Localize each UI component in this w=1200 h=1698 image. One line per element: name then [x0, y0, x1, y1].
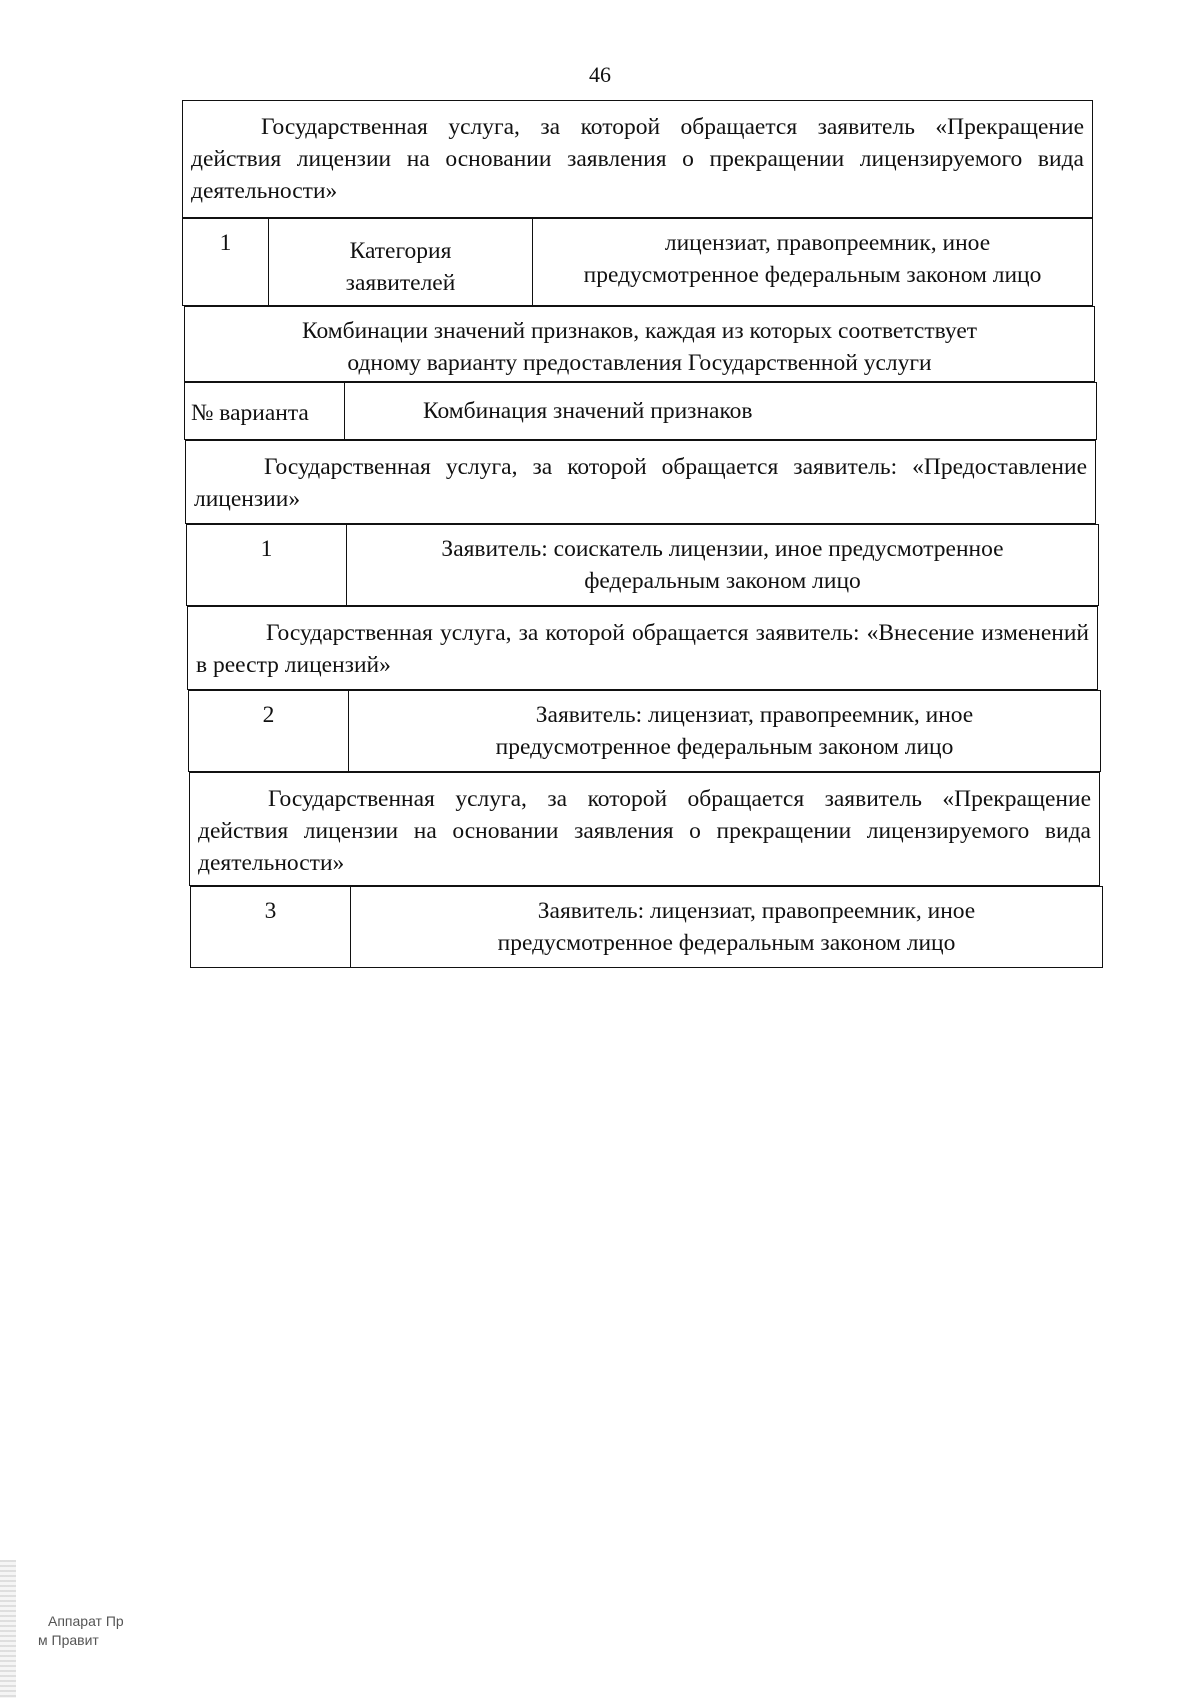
stamp-line2: м Правит: [38, 1632, 99, 1648]
variant-3-line1: Заявитель: лицензиат, правопреемник, иное: [537, 898, 976, 924]
variant-number-1: 1: [260, 536, 273, 562]
service-heading-top: [182, 100, 1093, 218]
variant-1-line1: Заявитель: соискатель лицензии, иное предусмотренное: [441, 536, 1004, 562]
combinations-heading-line2: одному варианту предоставления Государственной услуги: [347, 350, 932, 376]
category-label-line1: Категория: [349, 238, 452, 264]
variant-row-3: [190, 886, 1103, 968]
combinations-heading: [184, 306, 1095, 382]
variant-number-2: 2: [262, 702, 275, 728]
office-stamp: [38, 1612, 124, 1650]
column-header-combination: Комбинация значений признаков: [344, 383, 1096, 439]
variant-2-line2: предусмотренное федеральным законом лицо: [495, 734, 954, 760]
variant-2-line1: Заявитель: лицензиат, правопреемник, иное: [535, 702, 974, 728]
category-row: [182, 218, 1093, 306]
category-label-line2: заявителей: [345, 270, 456, 296]
variant-3-line2: предусмотренное федеральным законом лицо: [497, 930, 956, 956]
column-header-variant-number: № варианта: [191, 400, 309, 426]
category-value-line1: лицензиат, правопреемник, иное: [664, 230, 991, 256]
category-value: [532, 219, 1092, 305]
column-headers: [184, 382, 1097, 440]
page-number: 46: [589, 62, 611, 87]
variant-combination-2: [348, 691, 1100, 771]
combinations-heading-line1: Комбинации значений признаков, каждая из которых соответствует: [301, 318, 978, 344]
variant-number-3: 3: [264, 898, 277, 924]
category-label: [268, 219, 532, 305]
scan-edge-artifact: [0, 1560, 16, 1698]
service-heading-3-text: Государственная услуга, за которой обращается заявитель «Прекращение действия лицензии на основании заявления о прекращении лицензируемого вида деятельности»: [198, 786, 1091, 876]
stamp-line1: Аппарат Пр: [48, 1613, 124, 1629]
service-heading-top-text: Государственная услуга, за которой обращается заявитель «Прекращение действия лицензии на основании заявления о прекращении лицензируемого вида деятельности»: [191, 114, 1084, 204]
service-heading-1-text: Государственная услуга, за которой обращается заявитель: «Предоставление лицензии»: [194, 454, 1087, 512]
service-heading-2-text: Государственная услуга, за которой обращается заявитель: «Внесение изменений в реестр лицензий»: [196, 620, 1089, 678]
variant-row-2: [188, 690, 1101, 772]
category-value-line2: предусмотренное федеральным законом лицо: [583, 262, 1042, 288]
service-heading-2: [187, 606, 1098, 690]
variant-combination-3: [350, 887, 1102, 967]
category-row-number: 1: [219, 230, 232, 256]
variant-row-1: [186, 524, 1099, 606]
variant-combination-1: [346, 525, 1098, 605]
service-heading-3: [189, 772, 1100, 886]
variant-1-line2: федеральным законом лицо: [584, 568, 861, 594]
service-heading-1: [185, 440, 1096, 524]
